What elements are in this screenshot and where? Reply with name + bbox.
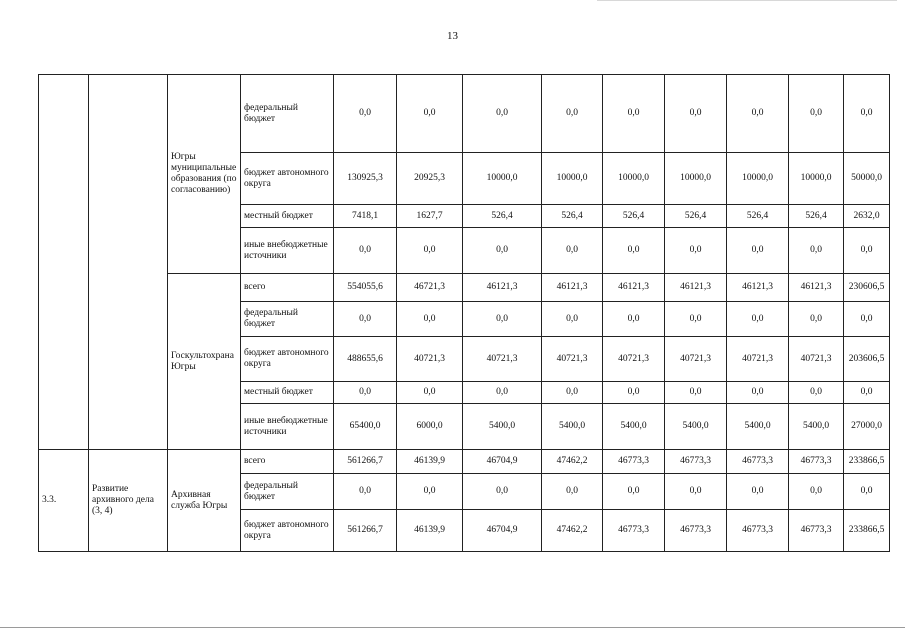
page-number: 13 [447, 30, 458, 42]
value-cell: 40721,3 [665, 337, 727, 382]
value-cell: 5400,0 [542, 404, 603, 450]
value-cell: 20925,3 [397, 153, 463, 205]
value-cell: 46721,3 [397, 274, 463, 302]
value-cell: 0,0 [844, 382, 890, 404]
value-cell: 40721,3 [542, 337, 603, 382]
value-cell: 46773,3 [789, 510, 844, 552]
value-cell: 5400,0 [603, 404, 665, 450]
value-cell: 554055,6 [334, 274, 397, 302]
value-cell: 0,0 [334, 228, 397, 274]
value-cell: 488655,6 [334, 337, 397, 382]
value-cell: 0,0 [397, 474, 463, 510]
value-cell: 0,0 [397, 75, 463, 153]
value-cell: 5400,0 [789, 404, 844, 450]
value-cell: 10000,0 [542, 153, 603, 205]
value-cell: 46121,3 [542, 274, 603, 302]
value-cell: 0,0 [542, 75, 603, 153]
value-cell: 0,0 [844, 474, 890, 510]
value-cell: 526,4 [603, 205, 665, 228]
value-cell: 0,0 [397, 382, 463, 404]
value-cell: 0,0 [789, 228, 844, 274]
value-cell: 40721,3 [603, 337, 665, 382]
value-cell: 0,0 [603, 382, 665, 404]
value-cell: 10000,0 [789, 153, 844, 205]
value-cell: 5400,0 [727, 404, 789, 450]
value-cell: 0,0 [665, 474, 727, 510]
value-cell: 0,0 [789, 474, 844, 510]
executor-cell: Госкультохрана Югры [168, 274, 241, 450]
value-cell: 46704,9 [463, 510, 542, 552]
value-cell: 40721,3 [789, 337, 844, 382]
funding-source-cell: всего [241, 450, 334, 474]
scan-artifact-line [0, 627, 905, 628]
value-cell: 0,0 [463, 474, 542, 510]
value-cell: 65400,0 [334, 404, 397, 450]
funding-source-cell: местный бюджет [241, 205, 334, 228]
scan-artifact-line [597, 0, 897, 1]
funding-source-cell: иные внебюджетные источники [241, 404, 334, 450]
value-cell: 0,0 [334, 75, 397, 153]
value-cell: 46139,9 [397, 450, 463, 474]
value-cell: 46773,3 [665, 510, 727, 552]
empty-number-cell [39, 75, 89, 450]
value-cell: 526,4 [463, 205, 542, 228]
value-cell: 0,0 [603, 474, 665, 510]
value-cell: 10000,0 [603, 153, 665, 205]
value-cell: 561266,7 [334, 510, 397, 552]
table-row [39, 450, 890, 474]
value-cell: 40721,3 [463, 337, 542, 382]
value-cell: 203606,5 [844, 337, 890, 382]
funding-source-cell: всего [241, 274, 334, 302]
value-cell: 0,0 [665, 75, 727, 153]
value-cell: 526,4 [665, 205, 727, 228]
value-cell: 10000,0 [665, 153, 727, 205]
value-cell: 0,0 [844, 75, 890, 153]
value-cell: 233866,5 [844, 450, 890, 474]
value-cell: 6000,0 [397, 404, 463, 450]
value-cell: 0,0 [665, 302, 727, 337]
value-cell: 0,0 [463, 228, 542, 274]
value-cell: 47462,2 [542, 450, 603, 474]
budget-table [38, 74, 890, 552]
value-cell: 0,0 [542, 474, 603, 510]
value-cell: 0,0 [397, 302, 463, 337]
value-cell: 0,0 [665, 228, 727, 274]
value-cell: 46121,3 [463, 274, 542, 302]
value-cell: 230606,5 [844, 274, 890, 302]
value-cell: 2632,0 [844, 205, 890, 228]
value-cell: 7418,1 [334, 205, 397, 228]
value-cell: 50000,0 [844, 153, 890, 205]
value-cell: 40721,3 [397, 337, 463, 382]
value-cell: 46121,3 [727, 274, 789, 302]
table-row [39, 75, 890, 153]
value-cell: 46773,3 [665, 450, 727, 474]
funding-source-cell: федеральный бюджет [241, 75, 334, 153]
value-cell: 0,0 [334, 382, 397, 404]
value-cell: 46139,9 [397, 510, 463, 552]
value-cell: 526,4 [542, 205, 603, 228]
value-cell: 0,0 [844, 228, 890, 274]
value-cell: 27000,0 [844, 404, 890, 450]
value-cell: 0,0 [334, 302, 397, 337]
funding-source-cell: бюджет автономного округа [241, 153, 334, 205]
funding-source-cell: федеральный бюджет [241, 302, 334, 337]
value-cell: 561266,7 [334, 450, 397, 474]
funding-source-cell: бюджет автономного округа [241, 510, 334, 552]
value-cell: 130925,3 [334, 153, 397, 205]
value-cell: 46773,3 [789, 450, 844, 474]
executor-cell: Архивная служба Югры [168, 450, 241, 552]
value-cell: 0,0 [334, 474, 397, 510]
value-cell: 0,0 [603, 302, 665, 337]
value-cell: 0,0 [463, 382, 542, 404]
funding-source-cell: местный бюджет [241, 382, 334, 404]
value-cell: 10000,0 [727, 153, 789, 205]
value-cell: 46773,3 [603, 450, 665, 474]
value-cell: 46121,3 [789, 274, 844, 302]
value-cell: 0,0 [789, 382, 844, 404]
value-cell: 46773,3 [727, 450, 789, 474]
value-cell: 40721,3 [727, 337, 789, 382]
value-cell: 5400,0 [665, 404, 727, 450]
value-cell: 46704,9 [463, 450, 542, 474]
value-cell: 0,0 [727, 75, 789, 153]
funding-source-cell: федеральный бюджет [241, 474, 334, 510]
value-cell: 0,0 [542, 302, 603, 337]
value-cell: 0,0 [603, 228, 665, 274]
empty-title-cell [89, 75, 168, 450]
funding-source-cell: иные внебюджетные источники [241, 228, 334, 274]
value-cell: 46773,3 [603, 510, 665, 552]
value-cell: 0,0 [665, 382, 727, 404]
value-cell: 0,0 [789, 75, 844, 153]
value-cell: 5400,0 [463, 404, 542, 450]
executor-cell: Югры муниципальные образования (по согласованию) [168, 75, 241, 274]
value-cell: 233866,5 [844, 510, 890, 552]
value-cell: 46121,3 [665, 274, 727, 302]
value-cell: 526,4 [789, 205, 844, 228]
value-cell: 0,0 [603, 75, 665, 153]
value-cell: 46121,3 [603, 274, 665, 302]
value-cell: 0,0 [727, 474, 789, 510]
value-cell: 0,0 [844, 302, 890, 337]
item-number: 3.3. [39, 450, 89, 552]
value-cell: 0,0 [542, 382, 603, 404]
value-cell: 46773,3 [727, 510, 789, 552]
value-cell: 0,0 [397, 228, 463, 274]
value-cell: 1627,7 [397, 205, 463, 228]
value-cell: 526,4 [727, 205, 789, 228]
value-cell: 0,0 [789, 302, 844, 337]
value-cell: 0,0 [542, 228, 603, 274]
value-cell: 0,0 [727, 228, 789, 274]
value-cell: 0,0 [727, 382, 789, 404]
value-cell: 0,0 [463, 75, 542, 153]
funding-source-cell: бюджет автономного округа [241, 337, 334, 382]
value-cell: 47462,2 [542, 510, 603, 552]
value-cell: 0,0 [463, 302, 542, 337]
item-title: Развитие архивного дела (3, 4) [89, 450, 168, 552]
value-cell: 0,0 [727, 302, 789, 337]
value-cell: 10000,0 [463, 153, 542, 205]
